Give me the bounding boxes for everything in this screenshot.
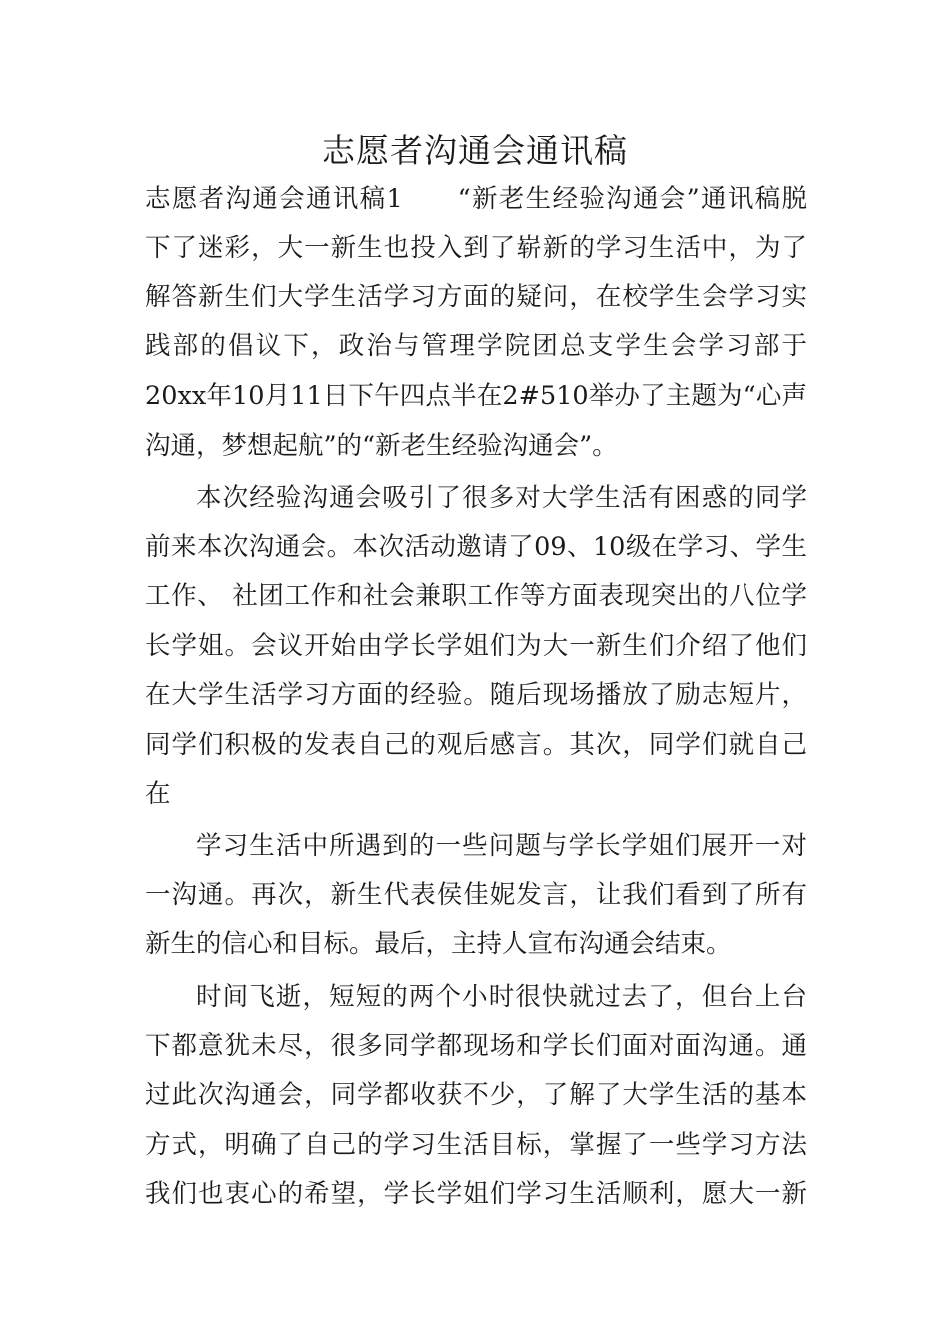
text-line: 工作、 社团工作和社会兼职工作等方面表现突出的八位学 [145, 581, 807, 611]
text-line: 在 [145, 779, 171, 809]
text-line: 下都意犹未尽，很多同学都现场和学长们面对面沟通。通 [145, 1031, 807, 1061]
text-line: 前来本次沟通会。本次活动邀请了09、10级在学习、学生 [145, 532, 807, 562]
text-line: 我们也衷心的希望，学长学姐们学习生活顺利，愿大一新 [145, 1179, 807, 1209]
text-line: 同学们积极的发表自己的观后感言。其次，同学们就自己 [145, 730, 807, 760]
text-line: 时间飞逝，短短的两个小时很快就过去了，但台上台 [196, 982, 807, 1012]
text-line: 下了迷彩，大一新生也投入到了崭新的学习生活中，为了 [145, 233, 807, 263]
text-line: 20xx年10月11日下午四点半在2#510举办了主题为“心声 [145, 381, 807, 411]
text-line: 本次经验沟通会吸引了很多对大学生活有困惑的同学 [196, 483, 807, 513]
text-line: 新生的信心和目标。最后，主持人宣布沟通会结束。 [145, 929, 732, 959]
text-line: 一沟通。再次，新生代表侯佳妮发言，让我们看到了所有 [145, 880, 807, 910]
text-line: 在大学生活学习方面的经验。随后现场播放了励志短片， [145, 680, 807, 710]
text-line: 长学姐。会议开始由学长学姐们为大一新生们介绍了他们 [145, 631, 807, 661]
text-line: 解答新生们大学生活学习方面的疑问，在校学生会学习实 [145, 282, 807, 312]
document-title: 志愿者沟通会通讯稿 [322, 131, 628, 170]
text-line: 践部的倡议下，政治与管理学院团总支学生会学习部于 [145, 331, 807, 361]
text-line: 过此次沟通会，同学都收获不少，了解了大学生活的基本 [145, 1080, 807, 1110]
text-line: 学习生活中所遇到的一些问题与学长学姐们展开一对 [196, 831, 807, 861]
text-line: 志愿者沟通会通讯稿1 “新老生经验沟通会”通讯稿脱 [145, 184, 807, 214]
text-line: 沟通，梦想起航”的“新老生经验沟通会”。 [145, 431, 618, 461]
text-line: 方式，明确了自己的学习生活目标，掌握了一些学习方法 [145, 1130, 807, 1160]
